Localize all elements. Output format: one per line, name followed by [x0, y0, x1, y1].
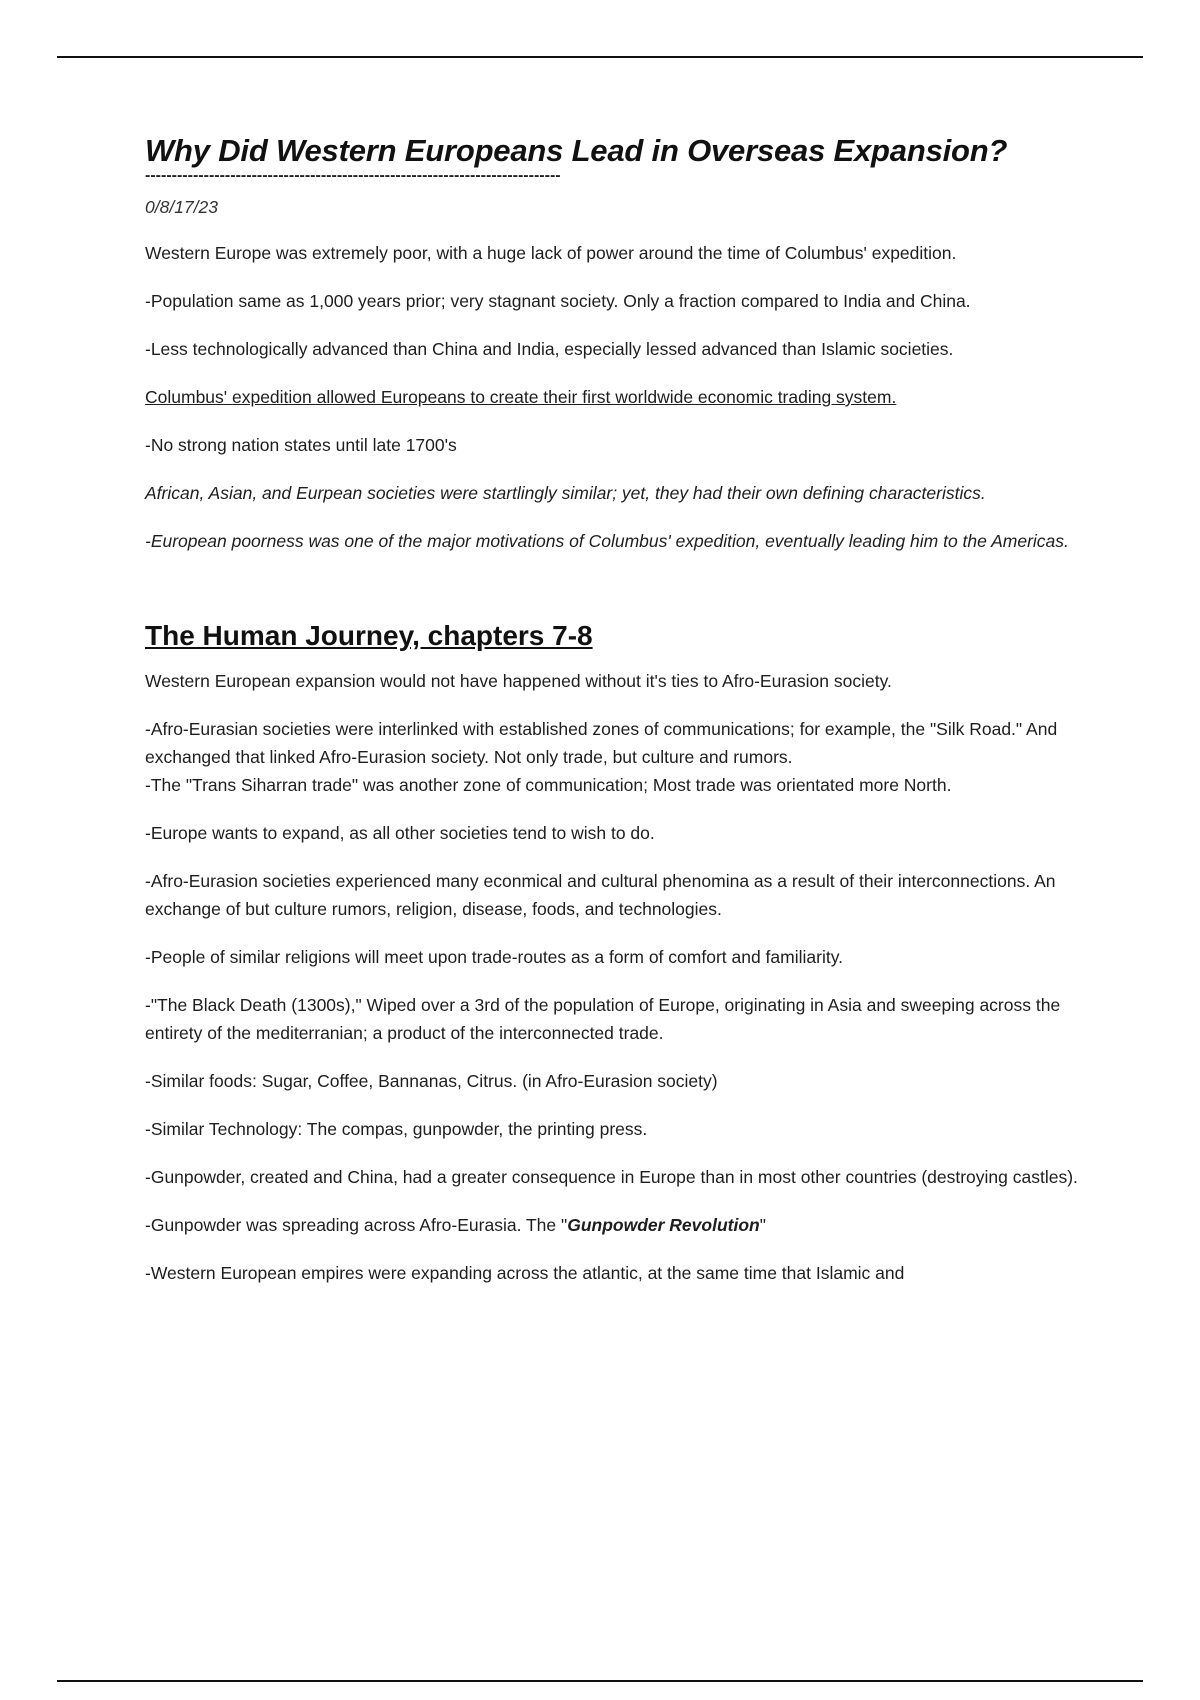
header-rule	[57, 56, 1143, 58]
paragraph: -Afro-Eurasion societies experienced many econmical and cultural phenomina as a result of their interconnections. An exchange of but culture rumors, religion, disease, foods, and technologies.	[145, 871, 1056, 919]
paragraph: Western Europe was extremely poor, with a huge lack of power around the time of Columbus' expedition.	[145, 243, 957, 263]
key-point-underlined: Columbus' expedition allowed Europeans to create their first worldwide economic trading system.	[145, 387, 897, 407]
paragraph: -People of similar religions will meet upon trade-routes as a form of comfort and familiarity.	[145, 947, 844, 967]
gunpowder-paragraph	[145, 1211, 1095, 1239]
title-separator: ------------------------------------------------------------------------------	[145, 169, 561, 183]
paragraph: -Similar foods: Sugar, Coffee, Bannanas, Citrus. (in Afro-Eurasion society)	[145, 1071, 718, 1091]
paragraph: Western European expansion would not have happened without it's ties to Afro-Eurasion society.	[145, 671, 892, 691]
paragraph: -Afro-Eurasian societies were interlinked with established zones of communications; for example, the "Silk Road." And exchanged that linked Afro-Eurasion society. Not only trade, but culture and rumors.	[145, 719, 1058, 767]
paragraph: -Similar Technology: The compas, gunpowder, the printing press.	[145, 1119, 648, 1139]
gunpowder-revolution-emphasis: Gunpowder Revolution	[567, 1215, 760, 1235]
document-body	[145, 133, 1095, 1287]
gunpowder-prefix: -Gunpowder was spreading across Afro-Eurasia. The "	[145, 1215, 568, 1235]
paragraph: -Europe wants to expand, as all other societies tend to wish to do.	[145, 823, 655, 843]
italic-paragraph: African, Asian, and Eurpean societies were startlingly similar; yet, they had their own defining characteristics.	[145, 483, 986, 503]
paragraph: -Gunpowder, created and China, had a greater consequence in Europe than in most other countries (destroying castles).	[145, 1167, 1078, 1187]
section-heading: The Human Journey, chapters 7-8	[145, 620, 593, 651]
paragraph: -Less technologically advanced than China and India, especially lessed advanced than Islamic societies.	[145, 339, 954, 359]
footer-rule	[57, 1680, 1143, 1682]
paragraph: -The "Trans Siharran trade" was another zone of communication; Most trade was orientated more North.	[145, 775, 952, 795]
paragraph: -Population same as 1,000 years prior; very stagnant society. Only a fraction compared to India and China.	[145, 291, 971, 311]
italic-paragraph: -European poorness was one of the major motivations of Columbus' expedition, eventually leading him to the Americas.	[145, 531, 1069, 551]
paragraph: -"The Black Death (1300s)," Wiped over a 3rd of the population of Europe, originating in Asia and sweeping across the entirety of the mediterranian; a product of the interconnected trade.	[145, 995, 1061, 1043]
gunpowder-suffix: "	[759, 1215, 766, 1235]
page-title: Why Did Western Europeans Lead in Overseas Expansion?	[145, 133, 1008, 168]
paragraph: -No strong nation states until late 1700's	[145, 435, 457, 455]
paragraph: -Western European empires were expanding across the atlantic, at the same time that Islamic and	[145, 1263, 905, 1283]
note-date: 0/8/17/23	[145, 197, 218, 217]
